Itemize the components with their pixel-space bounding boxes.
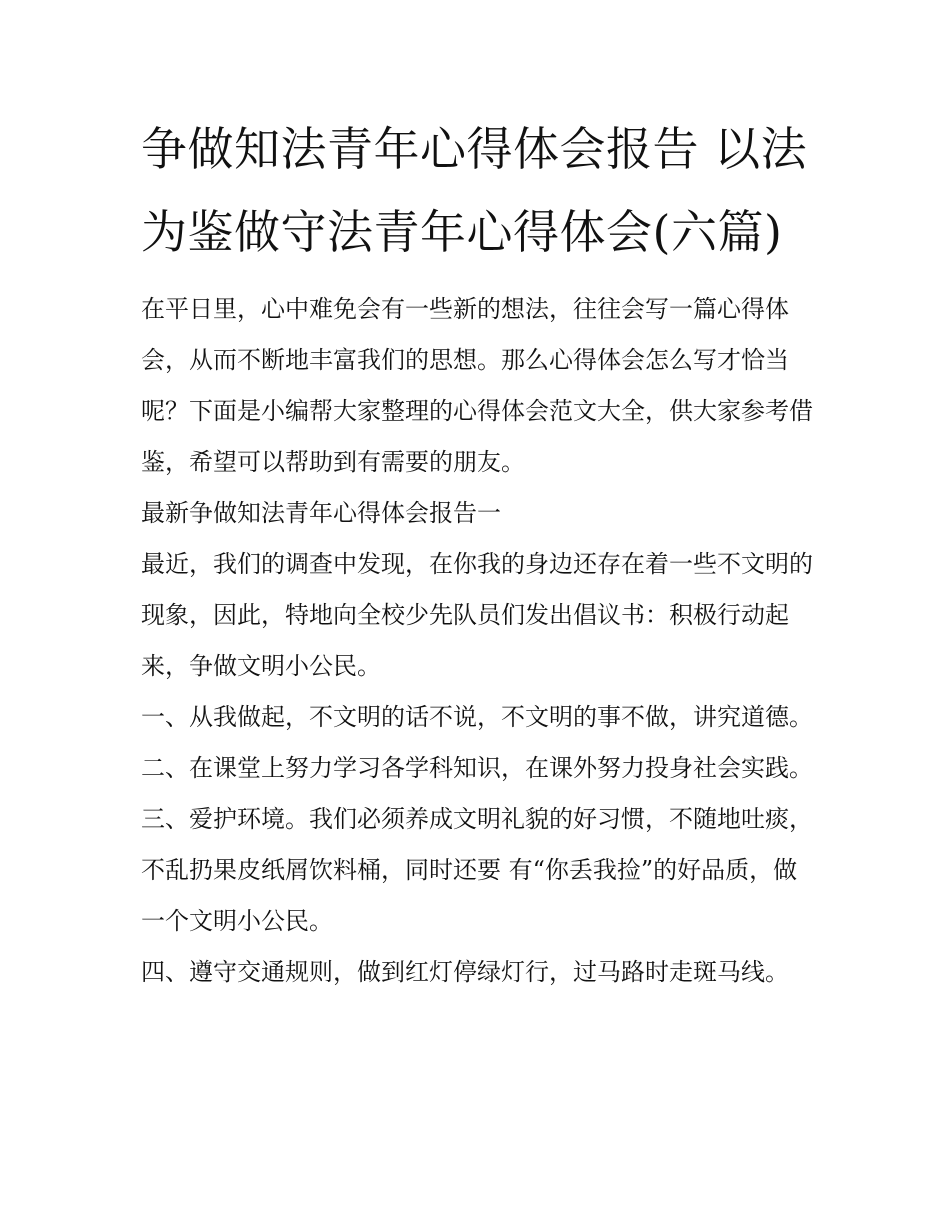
intro-paragraph: 在平日里，心中难免会有一些新的想法，往往会写一篇心得体会，从而不断地丰富我们的思想。那么心得体会怎么写才恰当呢？下面是小编帮大家整理的心得体会范文大全，供大家参考借鉴，希望可以帮助到有需要的朋友。 — [141, 295, 813, 476]
body-paragraph: 一、从我做起，不文明的话不说，不文明的事不做，讲究道德。 二、在课堂上努力学习各学科知识，在课外努力投身社会实践。 — [141, 703, 813, 782]
body-paragraph: 三、爱护环境。我们必须养成文明礼貌的好习惯，不随地吐痰，不乱扔果皮纸屑饮料桶，同时还要 有“你丢我捡”的好品质，做一个文明小公民。 — [141, 805, 813, 935]
document-body — [141, 108, 821, 998]
section-heading: 最新争做知法青年心得体会报告一 — [141, 499, 501, 527]
document-title: 争做知法青年心得体会报告 以法为鉴做守法青年心得体会(六篇) — [141, 122, 808, 259]
body-paragraph: 最近，我们的调查中发现，在你我的身边还存在着一些不文明的现象，因此，特地向全校少先队员们发出倡议书：积极行动起来，争做文明小公民。 — [141, 550, 813, 680]
body-paragraph: 四、遵守交通规则，做到红灯停绿灯行，过马路时走斑马线。 — [141, 958, 789, 986]
